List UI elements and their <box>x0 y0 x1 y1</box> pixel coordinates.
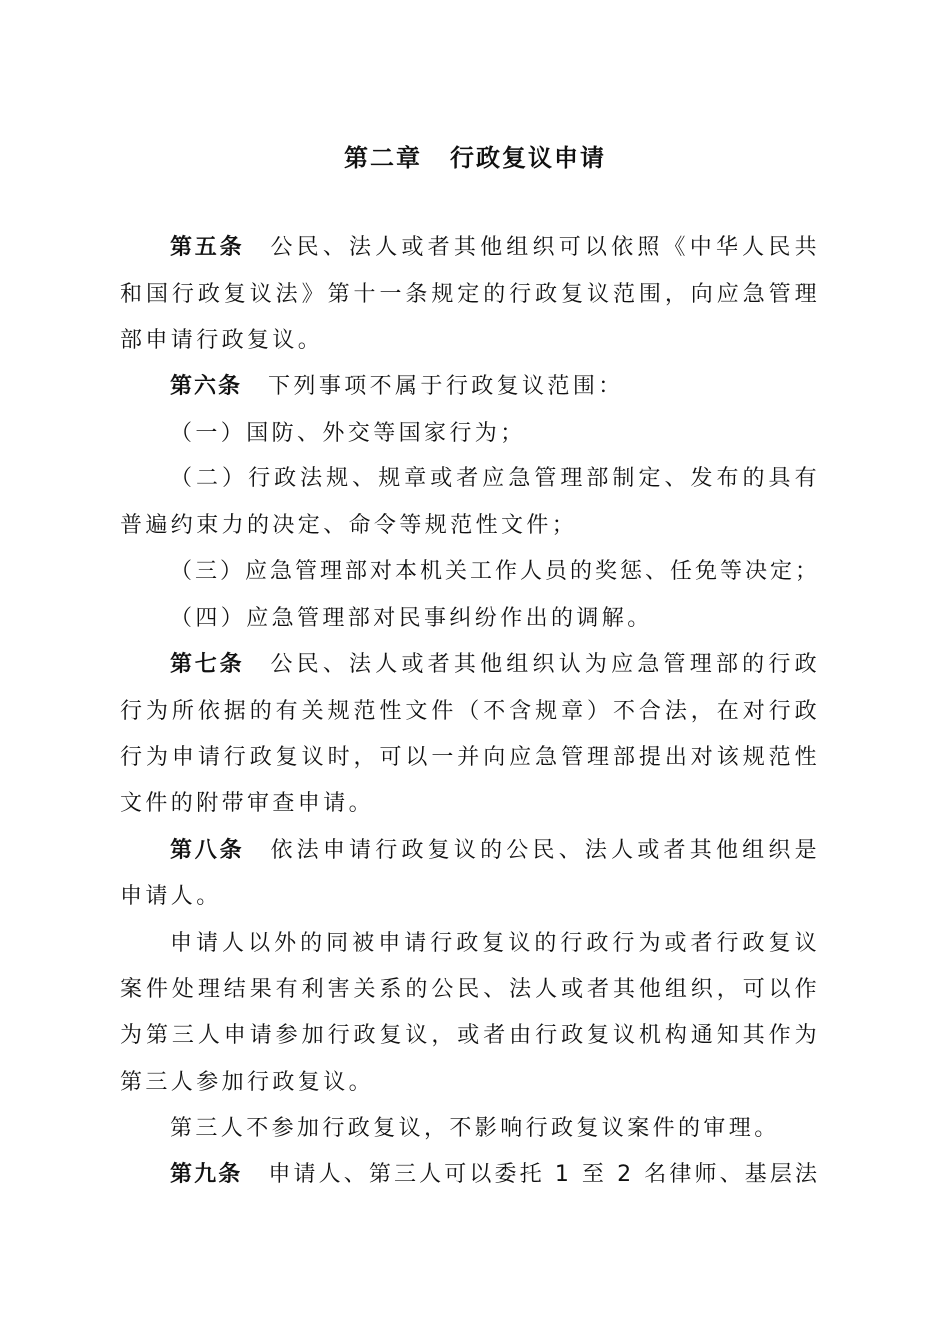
article-8-para-2-line-2: 案件处理结果有利害关系的公民、法人或者其他组织，可以作 <box>120 977 820 1002</box>
article-8-para-3: 第三人不参加行政复议，不影响行政复议案件的审理。 <box>170 1116 780 1141</box>
article-6-text-1: 下列事项不属于行政复议范围： <box>268 374 624 399</box>
article-8-text-1: 依法申请行政复议的公民、法人或者其他组织是 <box>270 838 820 863</box>
article-7-line-2: 行为所依据的有关规范性文件（不含规章）不合法，在对行政 <box>120 699 820 724</box>
article-6-label: 第六条 <box>170 374 243 399</box>
chapter-number: 第二章 <box>344 144 422 172</box>
article-6-item-2-line-1: （二）行政法规、规章或者应急管理部制定、发布的具有 <box>170 466 820 491</box>
article-7-line-1 <box>170 650 820 680</box>
article-6-item-2-line-2: 普遍约束力的决定、命令等规范性文件； <box>120 513 578 538</box>
article-7-line-4: 文件的附带审查申请。 <box>120 791 375 816</box>
article-8-label: 第八条 <box>170 838 245 863</box>
article-8-line-2: 申请人。 <box>120 884 222 909</box>
article-9-label: 第九条 <box>170 1162 243 1187</box>
article-7-text-1: 公民、法人或者其他组织认为应急管理部的行政 <box>270 652 820 677</box>
article-6-item-3: （三）应急管理部对本机关工作人员的奖惩、任免等决定； <box>170 559 821 584</box>
article-5-line-2: 和国行政复议法》第十一条规定的行政复议范围，向应急管理 <box>120 282 820 307</box>
article-7-line-3: 行为申请行政复议时，可以一并向应急管理部提出对该规范性 <box>120 745 820 770</box>
article-6-item-4: （四）应急管理部对民事纠纷作出的调解。 <box>170 606 653 631</box>
article-9-line-1 <box>170 1160 820 1190</box>
article-5-line-3: 部申请行政复议。 <box>120 328 324 353</box>
chapter-title: 行政复议申请 <box>450 144 606 172</box>
article-8-para-2-line-4: 第三人参加行政复议。 <box>120 1070 375 1095</box>
chapter-heading <box>0 138 950 173</box>
article-7-label: 第七条 <box>170 652 245 677</box>
article-6-line-1 <box>170 372 820 402</box>
article-5-text-1: 公民、法人或者其他组织可以依照《中华人民共 <box>270 235 820 260</box>
article-8-para-2-line-3: 为第三人申请参加行政复议，或者由行政复议机构通知其作为 <box>120 1023 820 1048</box>
article-9-text-1: 申请人、第三人可以委托 1 至 2 名律师、基层法 <box>268 1162 820 1187</box>
article-5-label: 第五条 <box>170 235 245 260</box>
article-5-line-1 <box>170 233 820 263</box>
article-6-item-1: （一）国防、外交等国家行为； <box>170 421 526 446</box>
article-8-para-2-line-1: 申请人以外的同被申请行政复议的行政行为或者行政复议 <box>170 931 820 956</box>
article-8-line-1 <box>170 836 820 866</box>
